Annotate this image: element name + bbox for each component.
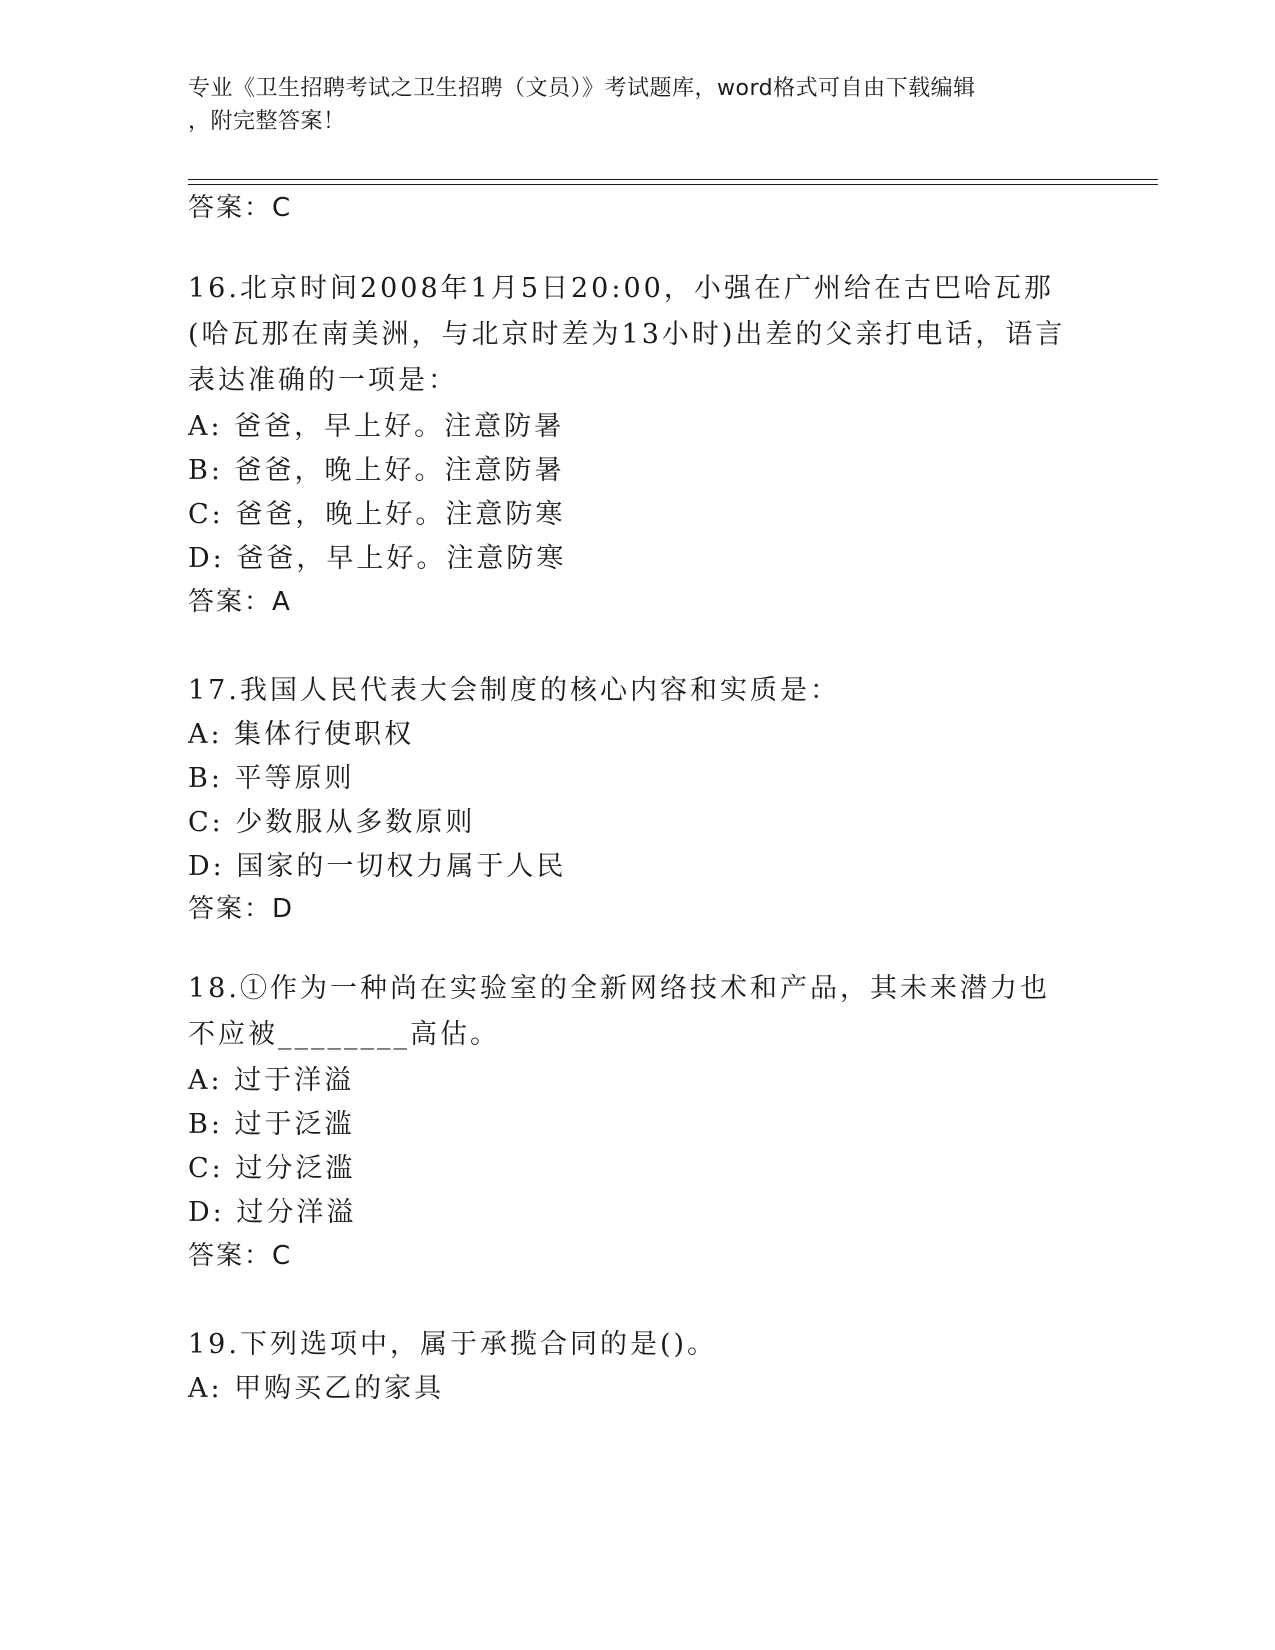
question-16-option-a: A: 爸爸，早上好。注意防暑 [188,411,565,442]
question-19-option-a: A: 甲购买乙的家具 [188,1373,445,1404]
question-16-option-d: D: 爸爸，早上好。注意防寒 [188,543,567,574]
header-line-2: ，附完整答案！ [188,109,346,134]
header-line-1: 专业《卫生招聘考试之卫生招聘（文员）》考试题库，word格式可自由下载编辑 [188,76,976,101]
question-17-option-b: B: 平等原则 [188,763,355,794]
question-18-option-d: D: 过分洋溢 [188,1197,357,1228]
question-19-text: 19.下列选项中，属于承揽合同的是()。 [188,1329,718,1360]
document-header [188,72,1088,138]
question-18-option-a: A: 过于洋溢 [188,1065,355,1096]
question-17-answer: 答案：D [188,894,295,924]
question-16-text: 16.北京时间2008年1月5日20:00，小强在广州给在古巴哈瓦那(哈瓦那在南美洲，与北京时差为13小时)出差的父亲打电话，语言表达准确的一项是： [188,273,1066,396]
question-17-option-c: C: 少数服从多数原则 [188,807,476,838]
question-17-option-d: D: 国家的一切权力属于人民 [188,851,567,882]
question-17-text: 17.我国人民代表大会制度的核心内容和实质是： [188,675,840,706]
question-16-answer: 答案：A [188,587,292,617]
question-18-text: 18.①作为一种尚在实验室的全新网络技术和产品，其未来潜力也不应被________高估。 [188,973,1050,1050]
question-18-answer: 答案：C [188,1241,293,1271]
question-16-option-b: B: 爸爸，晚上好。注意防暑 [188,455,565,486]
question-16-option-c: C: 爸爸，晚上好。注意防寒 [188,499,566,530]
question-17-option-a: A: 集体行使职权 [188,719,415,750]
answer-label: 答案：C [188,193,293,223]
header-divider-bottom [188,184,1158,185]
header-divider-top [188,179,1158,180]
question-18-option-b: B: 过于泛滥 [188,1109,355,1140]
question-18-option-c: C: 过分泛滥 [188,1153,356,1184]
